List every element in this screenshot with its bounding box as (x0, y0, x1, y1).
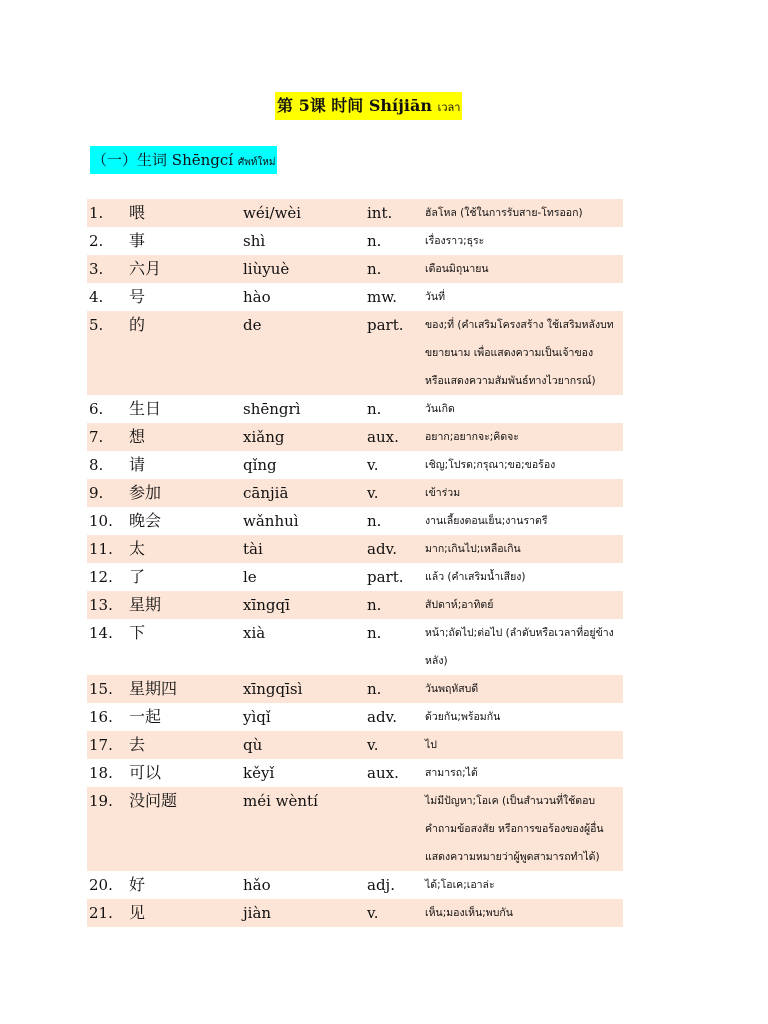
vocab-pinyin: shì (243, 232, 266, 250)
vocab-pinyin: qù (243, 736, 263, 754)
vocab-meaning-line: มาก;เกินไป;เหลือเกิน (425, 543, 521, 555)
vocab-meaning-line: หน้า;ถัดไป;ต่อไป (ลำดับหรือเวลาที่อยู่ข้าง (425, 627, 614, 639)
vocab-meaning-line: สามารถ;ได้ (425, 767, 478, 779)
vocab-meaning-line: วันพฤหัสบดี (425, 683, 479, 695)
vocab-meaning-line: ได้;โอเค;เอาล่ะ (425, 879, 495, 891)
lesson-title-pinyin: Shíjiān (368, 96, 432, 115)
vocabulary-row (87, 899, 623, 927)
vocab-pinyin: shēngrì (243, 400, 301, 418)
vocab-meaning (425, 283, 623, 311)
vocab-hanzi: 下 (129, 623, 146, 642)
vocab-hanzi: 星期 (129, 595, 162, 614)
vocab-number: 6. (89, 400, 104, 418)
vocab-pinyin: de (243, 316, 262, 334)
vocab-hanzi: 星期四 (129, 679, 178, 698)
vocabulary-row (87, 479, 623, 507)
vocab-hanzi: 六月 (129, 259, 162, 278)
vocab-hanzi: 事 (129, 231, 146, 250)
vocab-meaning (425, 199, 623, 227)
vocabulary-row (87, 199, 623, 227)
vocab-hanzi: 生日 (129, 399, 162, 418)
vocab-meaning (425, 451, 623, 479)
vocab-pinyin: le (243, 568, 257, 586)
vocab-hanzi: 没问题 (129, 791, 178, 810)
vocab-hanzi: 可以 (129, 763, 162, 782)
vocabulary-row (87, 423, 623, 451)
vocabulary-row (87, 227, 623, 255)
section-label-pinyin: Shēngcí (171, 151, 234, 169)
vocab-hanzi: 一起 (129, 707, 162, 726)
vocab-meaning-line: วันเกิด (425, 403, 455, 415)
vocab-hanzi: 想 (129, 427, 146, 446)
vocab-hanzi: 请 (129, 455, 146, 474)
vocab-part-of-speech: v. (367, 904, 379, 922)
vocab-meaning-line: ขยายนาม เพื่อแสดงความเป็นเจ้าของ (425, 347, 594, 359)
vocab-hanzi: 号 (129, 287, 146, 306)
vocab-pinyin: wéi/wèi (243, 204, 302, 222)
vocab-hanzi: 了 (129, 567, 146, 586)
vocab-meaning-line: ฮัลโหล (ใช้ในการรับสาย-โทรออก) (425, 207, 583, 219)
vocabulary-row (87, 759, 623, 787)
vocab-pinyin: yìqǐ (243, 708, 271, 726)
vocab-hanzi: 喂 (129, 203, 146, 222)
vocab-part-of-speech: n. (367, 232, 382, 250)
section-label-cn: （一）生词 (92, 151, 168, 169)
vocab-meaning (425, 535, 623, 563)
vocab-meaning (425, 619, 623, 675)
vocab-meaning (425, 871, 623, 899)
vocab-hanzi: 太 (129, 539, 146, 558)
vocab-number: 13. (89, 596, 113, 614)
vocab-number: 8. (89, 456, 104, 474)
vocab-number: 2. (89, 232, 104, 250)
vocab-meaning (425, 899, 623, 927)
vocab-part-of-speech: v. (367, 484, 379, 502)
vocab-number: 3. (89, 260, 104, 278)
vocab-meaning-line: เชิญ;โปรด;กรุณา;ขอ;ขอร้อง (425, 459, 556, 471)
vocab-meaning (425, 423, 623, 451)
vocab-meaning-line: ไม่มีปัญหา;โอเค (เป็นสำนวนที่ใช้ตอบ (425, 795, 596, 807)
vocab-meaning-line: สัปดาห์;อาทิตย์ (425, 599, 494, 611)
vocab-hanzi: 见 (129, 903, 146, 922)
section-label-th: ศัพท์ใหม่ (237, 157, 276, 168)
vocab-meaning-line: คำถามข้อสงสัย หรือการขอร้องของผู้อื่น (425, 823, 604, 835)
vocab-number: 17. (89, 736, 113, 754)
vocab-number: 5. (89, 316, 104, 334)
vocab-part-of-speech: v. (367, 456, 379, 474)
vocab-pinyin: jiàn (243, 904, 272, 922)
vocab-meaning-line: หลัง) (425, 655, 448, 667)
section-heading (90, 146, 277, 174)
vocab-part-of-speech: adv. (367, 708, 398, 726)
vocab-meaning-line: ของ;ที่ (คำเสริมโครงสร้าง ใช้เสริมหลังบท (425, 319, 614, 331)
vocab-number: 14. (89, 624, 113, 642)
vocab-meaning-line: แสดงความหมายว่าผู้พูดสามารถทำได้) (425, 851, 600, 863)
vocab-pinyin: wǎnhuì (243, 512, 299, 530)
vocab-pinyin: qǐng (243, 456, 277, 474)
vocab-pinyin: méi wèntí (243, 792, 318, 810)
vocab-pinyin: xīngqī (243, 596, 290, 614)
vocab-number: 7. (89, 428, 104, 446)
vocab-number: 20. (89, 876, 113, 894)
vocab-meaning (425, 731, 623, 759)
vocab-number: 18. (89, 764, 113, 782)
vocab-number: 10. (89, 512, 113, 530)
vocab-pinyin: cānjiā (243, 484, 289, 502)
vocab-part-of-speech: part. (367, 316, 404, 334)
vocab-part-of-speech: n. (367, 680, 382, 698)
vocab-part-of-speech: n. (367, 624, 382, 642)
vocab-meaning-line: เรื่องราว;ธุระ (425, 235, 485, 247)
vocab-meaning-line: หรือแสดงความสัมพันธ์ทางไวยากรณ์) (425, 375, 596, 387)
vocabulary-row (87, 255, 623, 283)
vocab-part-of-speech: n. (367, 260, 382, 278)
vocab-part-of-speech: adj. (367, 876, 395, 894)
vocab-hanzi: 的 (129, 315, 146, 334)
vocabulary-row (87, 507, 623, 535)
vocab-pinyin: liùyuè (243, 260, 290, 278)
lesson-title-th: เวลา (437, 101, 461, 114)
vocabulary-row (87, 563, 623, 591)
vocabulary-row (87, 871, 623, 899)
vocab-part-of-speech: aux. (367, 764, 399, 782)
vocab-number: 15. (89, 680, 113, 698)
vocabulary-row (87, 311, 623, 395)
vocab-meaning (425, 255, 623, 283)
vocab-part-of-speech: n. (367, 512, 382, 530)
vocab-number: 16. (89, 708, 113, 726)
lesson-title (275, 92, 462, 120)
vocabulary-row (87, 395, 623, 423)
vocab-meaning-line: เห็น;มองเห็น;พบกัน (425, 907, 513, 919)
vocabulary-row (87, 731, 623, 759)
vocab-pinyin: hào (243, 288, 271, 306)
vocab-number: 11. (89, 540, 113, 558)
vocab-meaning-line: เดือนมิถุนายน (425, 263, 489, 275)
vocab-number: 21. (89, 904, 113, 922)
vocab-meaning (425, 759, 623, 787)
vocabulary-row (87, 675, 623, 703)
vocab-meaning (425, 703, 623, 731)
vocab-hanzi: 去 (129, 735, 146, 754)
vocabulary-row (87, 619, 623, 675)
vocab-meaning (425, 479, 623, 507)
vocab-meaning-line: เข้าร่วม (425, 487, 461, 499)
vocab-number: 9. (89, 484, 104, 502)
vocab-meaning (425, 507, 623, 535)
vocab-part-of-speech: aux. (367, 428, 399, 446)
vocab-meaning-line: งานเลี้ยงตอนเย็น;งานราตรี (425, 515, 548, 527)
vocab-meaning (425, 563, 623, 591)
vocab-meaning-line: ด้วยกัน;พร้อมกัน (425, 711, 501, 723)
vocab-part-of-speech: mw. (367, 288, 398, 306)
vocab-meaning-line: วันที่ (425, 291, 445, 303)
vocab-number: 4. (89, 288, 104, 306)
vocab-meaning-line: ไป (425, 739, 437, 751)
lesson-title-cn: 第 5课 时间 (277, 96, 364, 115)
vocab-meaning (425, 787, 623, 871)
vocab-meaning (425, 311, 623, 395)
vocab-part-of-speech: n. (367, 400, 382, 418)
vocab-pinyin: xīngqīsì (243, 680, 303, 698)
vocab-part-of-speech: v. (367, 736, 379, 754)
vocab-number: 1. (89, 204, 104, 222)
vocab-part-of-speech: part. (367, 568, 404, 586)
vocab-meaning-line: อยาก;อยากจะ;คิดจะ (425, 431, 519, 443)
vocab-meaning (425, 591, 623, 619)
vocabulary-row (87, 703, 623, 731)
vocabulary-table (87, 199, 623, 927)
vocab-part-of-speech: n. (367, 596, 382, 614)
vocabulary-row (87, 591, 623, 619)
vocab-part-of-speech: adv. (367, 540, 398, 558)
vocab-pinyin: xià (243, 624, 266, 642)
vocabulary-row (87, 787, 623, 871)
vocab-number: 19. (89, 792, 113, 810)
vocab-part-of-speech: int. (367, 204, 393, 222)
vocab-hanzi: 参加 (129, 483, 162, 502)
vocabulary-row (87, 283, 623, 311)
vocab-pinyin: tài (243, 540, 263, 558)
vocab-meaning (425, 395, 623, 423)
vocab-meaning (425, 675, 623, 703)
vocab-number: 12. (89, 568, 113, 586)
vocab-hanzi: 晚会 (129, 511, 162, 530)
vocab-pinyin: xiǎng (243, 428, 285, 446)
vocab-meaning-line: แล้ว (คำเสริมน้ำเสียง) (425, 571, 526, 583)
vocab-pinyin: hǎo (243, 876, 271, 894)
vocab-pinyin: kěyǐ (243, 764, 275, 782)
vocab-hanzi: 好 (129, 875, 146, 894)
vocab-meaning (425, 227, 623, 255)
vocabulary-row (87, 535, 623, 563)
vocabulary-row (87, 451, 623, 479)
